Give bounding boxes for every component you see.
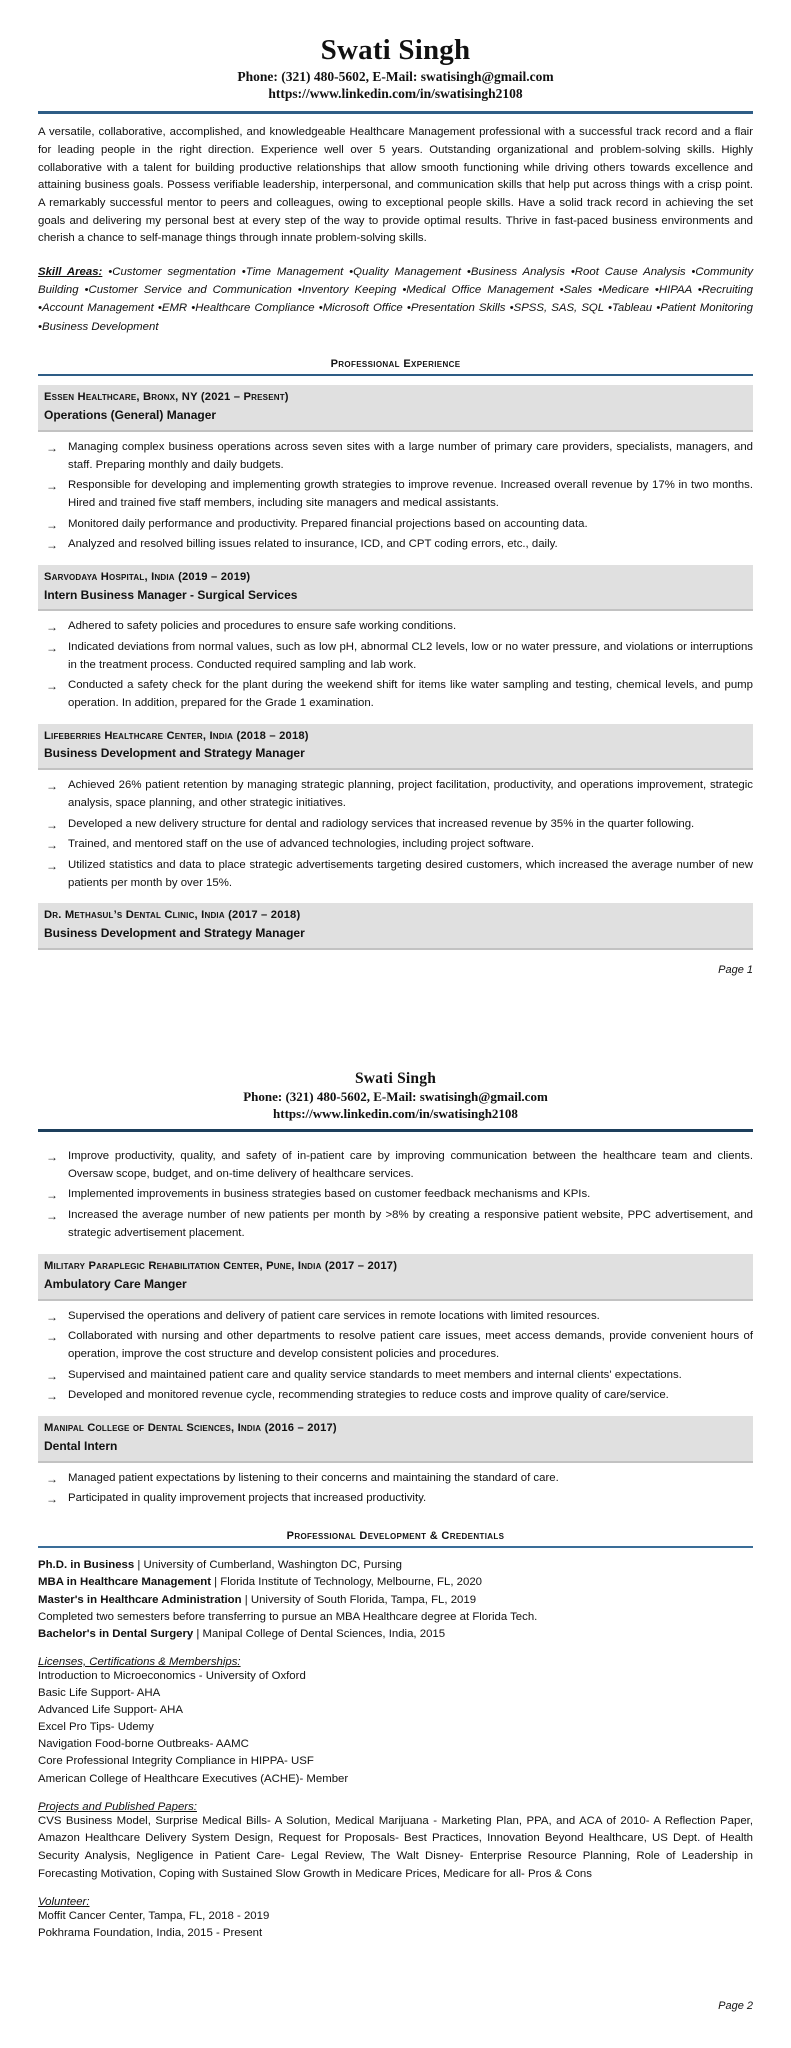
licenses-heading: Licenses, Certifications & Memberships: [38, 1655, 241, 1668]
job-bullet-text: Collaborated with nursing and other departments to resolve patient care issues, meet access demands, provide convenient hours of operation, improve the cost structure and develop consistent policies and procedures. [68, 1330, 753, 1361]
job-bullet [38, 639, 753, 674]
job-organization: Military Paraplegic Rehabilitation Center, Pune, India (2017 – 2017) [44, 1260, 398, 1273]
professional-summary: A versatile, collaborative, accomplished, and knowledgeable Healthcare Management professional with a successful track record and a flair for leading people in the right direction. Experience well over 5 years. Outstanding organizational and problem-solving skills. Highly collaborative with a talent for building productive relationships that allow smooth functioning while driving others towards excellence and attaining business goals. Possess verifiable leadership, interpersonal, and communication skills that help put across things with a crisp point. A remarkably successful mentor to peers and colleagues, owing to exceptional people skills. Have a solid track record in achieving the set goals and delivering my personal best at every step of the way to provide optimal results. Thrive in fast-paced business environments and cherish a chance to self-manage things through innate problem-solving skills. [38, 126, 753, 245]
job-bullet [38, 857, 753, 892]
job-bullet [38, 677, 753, 712]
job-bullet [38, 1367, 753, 1385]
job-bullet-text: Adhered to safety policies and procedures to ensure safe working conditions. [68, 620, 457, 633]
job-bullet-list [38, 1470, 753, 1508]
arrow-bullet-icon: → [46, 1471, 58, 1486]
document-header [38, 1070, 753, 1122]
arrow-bullet-icon: → [46, 1330, 58, 1345]
job-header-band [38, 1416, 753, 1462]
degree-name: Master's in Healthcare Administration [38, 1593, 242, 1606]
document-header [38, 34, 753, 103]
degree-detail: | University of Cumberland, Washington DC, Pursing [134, 1559, 403, 1572]
job-bullet-text: Developed a new delivery structure for dental and radiology services that increased revenue by 35% in the quarter following. [68, 817, 695, 830]
job-entry [38, 385, 753, 554]
job-title: Ambulatory Care Manger [44, 1276, 187, 1291]
job-bullet-text: Analyzed and resolved billing issues related to insurance, ICD, and CPT coding errors, etc., daily. [68, 538, 558, 551]
job-title: Dental Intern [44, 1438, 118, 1453]
job-bullet-text: Supervised and maintained patient care and quality service standards to meet members and internal clients' expectations. [68, 1368, 682, 1381]
job-bullet-text: Supervised the operations and delivery of patient care services in remote locations with limited resources. [68, 1309, 600, 1322]
skill-areas-items: •Customer segmentation •Time Management •Quality Management •Business Analysis •Root Cause Analysis •Community Building •Customer Service and Communication •Inventory Keeping •Medical Office Management •Sales •Medicare •HIPAA •Recruiting •Account Management •EMR •Healthcare Compliance •Microsoft Office •Presentation Skills •SPSS, SAS, SQL •Tableau •Patient Monitoring •Business Development [38, 265, 754, 333]
license-item: Introduction to Microeconomics - University of Oxford [38, 1669, 306, 1682]
professional-development-section [38, 1530, 753, 1943]
job-organization: Manipal College of Dental Sciences, India (2016 – 2017) [44, 1422, 337, 1435]
job-bullet [38, 1470, 753, 1488]
contact-phone-email: Phone: (321) 480-5602, E-Mail: swatisingh@gmail.com [237, 69, 554, 85]
job-bullet [38, 477, 753, 512]
candidate-name: Swati Singh [320, 34, 471, 66]
job-organization: Lifeberries Healthcare Center, India (2018 – 2018) [44, 729, 309, 742]
projects-heading: Projects and Published Papers: [38, 1800, 197, 1813]
job-bullet-text: Implemented improvements in business strategies based on customer feedback mechanisms and KPIs. [68, 1188, 591, 1201]
degree-entry [38, 1557, 753, 1574]
arrow-bullet-icon: → [46, 1208, 58, 1223]
job-bullet-text: Utilized statistics and data to place strategic advertisements targeting desired customers, which increased the average number of new patients per month by over 15%. [68, 858, 753, 889]
job-title: Business Development and Strategy Manager [44, 925, 305, 940]
job-header-band [38, 385, 753, 431]
job-bullet-text: Responsible for developing and implementing growth strategies to improve revenue. Increased overall revenue by 17% in two months. Hired and trained five staff members, including site managers and medical assistants. [68, 479, 753, 509]
degree-name: Ph.D. in Business [38, 1559, 135, 1572]
job-entry [38, 1254, 753, 1405]
page-footer: Page 1 [718, 964, 753, 976]
skill-areas-label: Skill Areas: [38, 265, 103, 278]
job-bullet [38, 1148, 753, 1183]
license-item: American College of Healthcare Executives (ACHE)- Member [38, 1772, 349, 1785]
header-divider-rule [38, 111, 753, 114]
arrow-bullet-icon: → [46, 517, 58, 532]
arrow-bullet-icon: → [46, 858, 58, 873]
job-organization: Essen Healthcare, Bronx, NY (2021 – Present) [44, 391, 289, 404]
arrow-bullet-icon: → [46, 1149, 58, 1164]
license-item: Excel Pro Tips- Udemy [38, 1721, 154, 1734]
degree-name: Bachelor's in Dental Surgery [38, 1627, 194, 1640]
professional-experience-section [38, 358, 753, 950]
license-item: Navigation Food-borne Outbreaks- AAMC [38, 1738, 249, 1751]
arrow-bullet-icon: → [46, 440, 58, 455]
arrow-bullet-icon: → [46, 538, 58, 553]
arrow-bullet-icon: → [46, 838, 58, 853]
job-bullet-list [38, 777, 753, 892]
job-bullet [38, 516, 753, 534]
arrow-bullet-icon: → [46, 1188, 58, 1203]
job-entry [38, 565, 753, 713]
job-bullet [38, 1186, 753, 1204]
job-bullet [38, 1328, 753, 1363]
arrow-bullet-icon: → [46, 1492, 58, 1507]
volunteer-heading: Volunteer: [38, 1896, 90, 1909]
contact-phone-email: Phone: (321) 480-5602, E-Mail: swatisingh@gmail.com [243, 1089, 548, 1105]
volunteer-list [38, 1908, 753, 1942]
degree-note: Completed two semesters before transferring to pursue an MBA Healthcare degree at Florida Tech. [38, 1610, 538, 1623]
page-footer: Page 2 [718, 2000, 753, 2012]
job-bullet-text: Trained, and mentored staff on the use of advanced technologies, including project software. [68, 838, 535, 851]
job-bullet [38, 1308, 753, 1326]
arrow-bullet-icon: → [46, 679, 58, 694]
job-bullet-list [38, 618, 753, 712]
degree-entry [38, 1574, 753, 1591]
candidate-name: Swati Singh [354, 1070, 437, 1087]
section-divider-rule [38, 1546, 753, 1549]
job-bullet-list [38, 1308, 753, 1405]
contact-linkedin-url[interactable]: https://www.linkedin.com/in/swatisingh2108 [268, 86, 523, 102]
arrow-bullet-icon: → [46, 817, 58, 832]
job-bullet [38, 836, 753, 854]
arrow-bullet-icon: → [46, 1389, 58, 1404]
job-bullet-list [38, 439, 753, 554]
job-title: Intern Business Manager - Surgical Services [44, 587, 298, 602]
job-organization: Sarvodaya Hospital, India (2019 – 2019) [44, 570, 251, 583]
contact-linkedin-url[interactable]: https://www.linkedin.com/in/swatisingh2108 [273, 1105, 518, 1121]
job-bullet-text: Achieved 26% patient retention by managing strategic planning, project facilitation, productivity, and operations improvement, strategic analysis, space planning, and other strategic initiatives. [68, 779, 753, 809]
volunteer-item: Moffit Cancer Center, Tampa, FL, 2018 - 2019 [38, 1910, 270, 1923]
section-divider-rule [38, 374, 753, 377]
job-header-band [38, 1254, 753, 1300]
degree-entry [38, 1592, 753, 1609]
job-header-band [38, 903, 753, 949]
volunteer-item: Pokhrama Foundation, India, 2015 - Present [38, 1927, 263, 1940]
degree-entry [38, 1626, 753, 1643]
job-bullet [38, 1490, 753, 1508]
job-bullet-text: Monitored daily performance and productivity. Prepared financial projections based on accounting data. [68, 517, 588, 530]
job-entry [38, 724, 753, 893]
degree-name: MBA in Healthcare Management [38, 1576, 212, 1589]
education-block [38, 1557, 753, 1643]
job-bullet [38, 618, 753, 636]
job-bullet [38, 536, 753, 554]
skill-areas-block [38, 263, 753, 336]
arrow-bullet-icon: → [46, 620, 58, 635]
job-bullet [38, 816, 753, 834]
arrow-bullet-icon: → [46, 1368, 58, 1383]
job-bullet-text: Increased the average number of new patients per month by >8% by creating a responsive patient website, PPC advertisement, and strategic advertisement placement. [68, 1208, 753, 1239]
job-bullet-text: Developed and monitored revenue cycle, recommending strategies to reduce costs and improve quality of care/service. [68, 1389, 669, 1402]
job-bullet [38, 1207, 753, 1242]
license-item: Basic Life Support- AHA [38, 1687, 161, 1700]
job-header-band [38, 724, 753, 770]
arrow-bullet-icon: → [46, 1309, 58, 1324]
degree-detail: | Manipal College of Dental Sciences, India, 2015 [193, 1627, 446, 1640]
job-bullet-text: Conducted a safety check for the plant during the weekend shift for items like water sampling and testing, chemical levels, and pump operation. In addition, prepared for the Grade 1 examination. [68, 679, 753, 710]
job-bullet-text: Indicated deviations from normal values, such as low pH, abnormal CL2 levels, low or no water pressure, and violations or interruptions in the treatment process. Conducted required sampling and lab work. [68, 641, 753, 671]
degree-detail: | University of South Florida, Tampa, FL, 2019 [241, 1593, 477, 1606]
job-bullet-text: Managed patient expectations by listening to their concerns and maintaining the standard of care. [68, 1471, 559, 1484]
job-header-band [38, 565, 753, 611]
job-organization: Dr. Methasul’s Dental Clinic, India (2017 – 2018) [44, 909, 301, 922]
job-title: Operations (General) Manager [44, 408, 217, 423]
arrow-bullet-icon: → [46, 779, 58, 794]
job-bullet-text: Improve productivity, quality, and safety of in-patient care by improving communication between the healthcare team and clients. Oversaw scope, budget, and on-time delivery of healthcare services. [68, 1149, 753, 1180]
job-entry [38, 1416, 753, 1508]
degree-detail: | Florida Institute of Technology, Melbourne, FL, 2020 [211, 1576, 483, 1589]
job-title: Business Development and Strategy Manager [44, 746, 305, 761]
continued-bullet-list [38, 1148, 753, 1242]
section-title-experience: Professional Experience [330, 357, 461, 370]
license-item: Advanced Life Support- AHA [38, 1704, 184, 1717]
job-bullet [38, 777, 753, 812]
resume-page-2 [0, 1024, 791, 2048]
licenses-list [38, 1668, 753, 1788]
section-title-credentials: Professional Development & Credentials [286, 1529, 505, 1542]
arrow-bullet-icon: → [46, 641, 58, 656]
arrow-bullet-icon: → [46, 479, 58, 494]
job-bullet-text: Participated in quality improvement projects that increased productivity. [68, 1492, 427, 1505]
job-bullet [38, 439, 753, 474]
license-item: Core Professional Integrity Compliance in HIPPA- USF [38, 1755, 314, 1768]
job-entry [38, 903, 753, 949]
projects-text: CVS Business Model, Surprise Medical Bills- A Solution, Medical Marijuana - Marketing Plan, PPA, and ACA of 2010- A Reflection Paper, Amazon Healthcare Delivery System Design, Request for Proposals- Best Practices, Innovation Beyond Healthcare, US Dept. of Health Security Analysis, Negligence in Patient Care- Legal Review, The Walt Disney- Enterprise Resource Planning, Role of Leadership in Forecasting Motivation, Coping with Sustained Slow Growth in Medicare Prices, Medicare for all- Pros & Cons [38, 1814, 753, 1880]
job-bullet-text: Managing complex business operations across seven sites with a large number of primary care providers, specialists, managers, and staff. Preparing monthly and daily budgets. [68, 440, 753, 471]
header-divider-rule [38, 1129, 753, 1132]
job-bullet [38, 1387, 753, 1405]
